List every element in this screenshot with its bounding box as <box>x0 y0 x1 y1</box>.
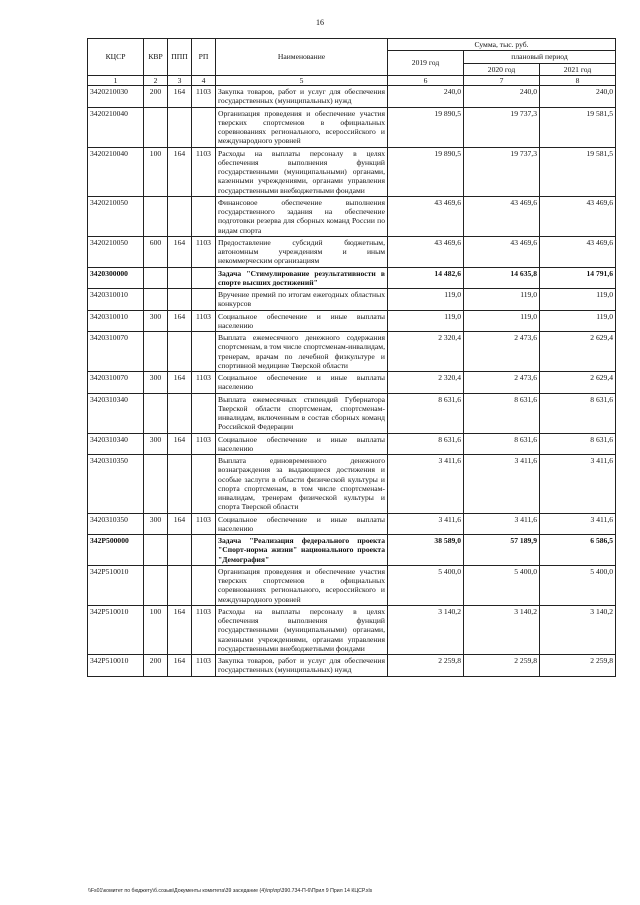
cell-kcsr: 3420210050 <box>88 236 144 267</box>
cell-name: Социальное обеспечение и иные выплаты населению <box>216 372 388 394</box>
cell-2020: 19 737,3 <box>464 147 540 196</box>
cell-2019: 14 482,6 <box>388 267 464 289</box>
cell-ppp <box>168 196 192 236</box>
table-row <box>88 433 616 455</box>
cell-ppp: 164 <box>168 433 192 455</box>
cell-2021: 3 411,6 <box>540 455 616 514</box>
table-row <box>88 310 616 332</box>
col-kcsr-header: КЦСР <box>88 39 144 76</box>
budget-table <box>87 38 616 677</box>
col-ppp-header: ППП <box>168 39 192 76</box>
cell-rp <box>192 107 216 147</box>
cell-2019: 19 890,5 <box>388 147 464 196</box>
table-row <box>88 455 616 514</box>
cell-kcsr: 3420210040 <box>88 107 144 147</box>
cell-2020: 3 140,2 <box>464 605 540 654</box>
col-rp-header: РП <box>192 39 216 76</box>
column-index: 4 <box>192 75 216 85</box>
cell-rp <box>192 267 216 289</box>
column-index: 7 <box>464 75 540 85</box>
column-index: 3 <box>168 75 192 85</box>
column-index: 8 <box>540 75 616 85</box>
cell-kcsr: 342P500000 <box>88 535 144 566</box>
table-row <box>88 289 616 311</box>
column-index: 1 <box>88 75 144 85</box>
cell-name: Организация проведения и обеспечение участия тверских спортсменов в официальных соревнованиях регионального, всероссийского и международного уровней <box>216 565 388 605</box>
cell-2019: 2 320,4 <box>388 332 464 372</box>
cell-ppp <box>168 535 192 566</box>
cell-name: Социальное обеспечение и иные выплаты населению <box>216 433 388 455</box>
table-row <box>88 372 616 394</box>
cell-2021: 119,0 <box>540 289 616 311</box>
cell-2019: 5 400,0 <box>388 565 464 605</box>
cell-rp: 1103 <box>192 86 216 108</box>
table-row <box>88 655 616 677</box>
cell-rp: 1103 <box>192 147 216 196</box>
table-row <box>88 196 616 236</box>
cell-2021: 240,0 <box>540 86 616 108</box>
cell-ppp <box>168 332 192 372</box>
cell-kvr <box>144 332 168 372</box>
cell-ppp: 164 <box>168 372 192 394</box>
cell-2020: 2 473,6 <box>464 372 540 394</box>
cell-2019: 8 631,6 <box>388 433 464 455</box>
cell-rp: 1103 <box>192 433 216 455</box>
cell-2019: 3 411,6 <box>388 455 464 514</box>
cell-rp: 1103 <box>192 236 216 267</box>
cell-rp <box>192 196 216 236</box>
cell-kcsr: 3420310010 <box>88 289 144 311</box>
cell-kcsr: 342P510010 <box>88 655 144 677</box>
column-index: 6 <box>388 75 464 85</box>
cell-2021: 2 629,4 <box>540 372 616 394</box>
cell-2021: 43 469,6 <box>540 236 616 267</box>
cell-rp <box>192 332 216 372</box>
cell-ppp: 164 <box>168 147 192 196</box>
cell-kcsr: 3420310070 <box>88 372 144 394</box>
cell-2021: 2 629,4 <box>540 332 616 372</box>
cell-2019: 43 469,6 <box>388 236 464 267</box>
cell-name: Организация проведения и обеспечение участия тверских спортсменов в официальных соревнованиях регионального, всероссийского и международного уровней <box>216 107 388 147</box>
cell-2021: 119,0 <box>540 310 616 332</box>
column-index: 5 <box>216 75 388 85</box>
cell-ppp <box>168 267 192 289</box>
cell-kcsr: 3420300000 <box>88 267 144 289</box>
cell-2020: 5 400,0 <box>464 565 540 605</box>
cell-2020: 8 631,6 <box>464 433 540 455</box>
cell-name: Выплата ежемесячных стипендий Губернатора Тверской области спортсменам, спортсменам-инвалидам, включенным в состав сборных команд Российской Федерации <box>216 393 388 433</box>
cell-2020: 8 631,6 <box>464 393 540 433</box>
col-2020-header: 2020 год <box>464 63 540 75</box>
cell-kcsr: 3420310340 <box>88 433 144 455</box>
cell-name: Расходы на выплаты персоналу в целях обеспечения выполнения функций государственными (муниципальными) органами, казенными учреждениями, органами управления государственными внебюджетными фондами <box>216 147 388 196</box>
cell-kcsr: 3420310340 <box>88 393 144 433</box>
cell-rp <box>192 393 216 433</box>
plan-period-header: плановый период <box>464 51 616 63</box>
cell-2021: 8 631,6 <box>540 393 616 433</box>
file-path-footer: \\Fs01\комитет по бюджету\б.созыв\Документы комитета\39 заседание (4)\пр\пр\390.734-П-6\Прил 9 Прил 14 КЦСР.xls <box>88 888 373 894</box>
cell-ppp <box>168 455 192 514</box>
cell-ppp <box>168 565 192 605</box>
cell-name: Финансовое обеспечение выполнения государственного задания на обеспечение подготовки резерва для сборных команд России по видам спорта <box>216 196 388 236</box>
cell-kvr: 300 <box>144 310 168 332</box>
cell-kvr <box>144 393 168 433</box>
cell-2020: 119,0 <box>464 310 540 332</box>
cell-kvr: 600 <box>144 236 168 267</box>
cell-2020: 43 469,6 <box>464 236 540 267</box>
cell-kvr: 300 <box>144 372 168 394</box>
cell-rp: 1103 <box>192 372 216 394</box>
cell-kvr: 200 <box>144 655 168 677</box>
cell-2021: 5 400,0 <box>540 565 616 605</box>
cell-kcsr: 3420310350 <box>88 455 144 514</box>
cell-ppp: 164 <box>168 310 192 332</box>
column-index-row <box>88 75 616 85</box>
cell-2020: 240,0 <box>464 86 540 108</box>
cell-kvr <box>144 196 168 236</box>
cell-rp: 1103 <box>192 655 216 677</box>
cell-2020: 2 473,6 <box>464 332 540 372</box>
cell-name: Социальное обеспечение и иные выплаты населению <box>216 513 388 535</box>
col-name-header: Наименование <box>216 39 388 76</box>
cell-name: Закупка товаров, работ и услуг для обеспечения государственных (муниципальных) нужд <box>216 86 388 108</box>
cell-2020: 119,0 <box>464 289 540 311</box>
cell-name: Задача "Стимулирование результативности в спорте высших достижений" <box>216 267 388 289</box>
cell-2021: 14 791,6 <box>540 267 616 289</box>
cell-name: Социальное обеспечение и иные выплаты населению <box>216 310 388 332</box>
cell-rp: 1103 <box>192 513 216 535</box>
sum-caption-header: Сумма, тыс. руб. <box>388 39 616 51</box>
table-row <box>88 513 616 535</box>
table-row <box>88 147 616 196</box>
cell-2021: 6 586,5 <box>540 535 616 566</box>
cell-2021: 8 631,6 <box>540 433 616 455</box>
cell-2020: 14 635,8 <box>464 267 540 289</box>
cell-kcsr: 3420210030 <box>88 86 144 108</box>
cell-name: Выплата ежемесячного денежного содержания спортсменам, в том числе спортсменам-инвалидам, тренерам, врачам по лечебной физкультуре и спортивной медицине Тверской области <box>216 332 388 372</box>
table-row <box>88 267 616 289</box>
cell-2019: 43 469,6 <box>388 196 464 236</box>
cell-2019: 119,0 <box>388 310 464 332</box>
page-number: 16 <box>316 18 324 27</box>
cell-ppp: 164 <box>168 655 192 677</box>
cell-2020: 3 411,6 <box>464 455 540 514</box>
cell-ppp: 164 <box>168 236 192 267</box>
cell-2020: 19 737,3 <box>464 107 540 147</box>
cell-kcsr: 342P510010 <box>88 565 144 605</box>
cell-kvr: 200 <box>144 86 168 108</box>
cell-2021: 43 469,6 <box>540 196 616 236</box>
table-row <box>88 332 616 372</box>
table-row <box>88 236 616 267</box>
cell-name: Вручение премий по итогам ежегодных областных конкурсов <box>216 289 388 311</box>
cell-rp <box>192 455 216 514</box>
cell-kcsr: 342P510010 <box>88 605 144 654</box>
cell-2019: 3 411,6 <box>388 513 464 535</box>
cell-rp: 1103 <box>192 310 216 332</box>
cell-2019: 240,0 <box>388 86 464 108</box>
col-2021-header: 2021 год <box>540 63 616 75</box>
cell-ppp <box>168 289 192 311</box>
cell-name: Расходы на выплаты персоналу в целях обеспечения выполнения функций государственными (муниципальными) органами, казенными учреждениями, органами управления государственными внебюджетными фондами <box>216 605 388 654</box>
cell-ppp <box>168 393 192 433</box>
cell-name: Предоставление субсидий бюджетным, автономным учреждениям и иным некоммерческим организациям <box>216 236 388 267</box>
cell-kcsr: 3420310010 <box>88 310 144 332</box>
cell-kvr: 300 <box>144 513 168 535</box>
table-body <box>88 86 616 677</box>
cell-kvr <box>144 289 168 311</box>
cell-2020: 43 469,6 <box>464 196 540 236</box>
col-kvr-header: КВР <box>144 39 168 76</box>
table-row <box>88 86 616 108</box>
cell-name: Закупка товаров, работ и услуг для обеспечения государственных (муниципальных) нужд <box>216 655 388 677</box>
cell-2019: 119,0 <box>388 289 464 311</box>
cell-rp <box>192 289 216 311</box>
cell-name: Выплата единовременного денежного вознаграждения за выдающиеся достижения и особые заслуги в области физической культуры и спорта спортсменам, в том числе спортсменам-инвалидам, тренерам физической культуры и спорта Тверской области <box>216 455 388 514</box>
cell-ppp: 164 <box>168 86 192 108</box>
cell-2020: 57 189,9 <box>464 535 540 566</box>
cell-rp: 1103 <box>192 605 216 654</box>
table-row <box>88 107 616 147</box>
cell-kcsr: 3420310070 <box>88 332 144 372</box>
table-row <box>88 535 616 566</box>
cell-kvr <box>144 267 168 289</box>
cell-2021: 19 581,5 <box>540 107 616 147</box>
cell-2020: 2 259,8 <box>464 655 540 677</box>
cell-kcsr: 3420210040 <box>88 147 144 196</box>
cell-2019: 19 890,5 <box>388 107 464 147</box>
cell-kvr <box>144 535 168 566</box>
cell-kvr: 300 <box>144 433 168 455</box>
cell-2019: 8 631,6 <box>388 393 464 433</box>
cell-2019: 2 259,8 <box>388 655 464 677</box>
column-index: 2 <box>144 75 168 85</box>
cell-rp <box>192 535 216 566</box>
cell-name: Задача "Реализация федерального проекта "Спорт-норма жизни" национального проекта "Демография" <box>216 535 388 566</box>
cell-2019: 38 589,0 <box>388 535 464 566</box>
cell-ppp <box>168 107 192 147</box>
cell-kvr <box>144 455 168 514</box>
cell-kvr: 100 <box>144 605 168 654</box>
table-row <box>88 565 616 605</box>
header-row <box>88 39 616 51</box>
cell-kvr <box>144 565 168 605</box>
cell-2021: 19 581,5 <box>540 147 616 196</box>
cell-2019: 2 320,4 <box>388 372 464 394</box>
cell-kcsr: 3420210050 <box>88 196 144 236</box>
cell-kcsr: 3420310350 <box>88 513 144 535</box>
cell-ppp: 164 <box>168 513 192 535</box>
cell-rp <box>192 565 216 605</box>
table-row <box>88 605 616 654</box>
cell-2021: 3 411,6 <box>540 513 616 535</box>
col-2019-header: 2019 год <box>388 51 464 76</box>
cell-2021: 3 140,2 <box>540 605 616 654</box>
table-row <box>88 393 616 433</box>
cell-2019: 3 140,2 <box>388 605 464 654</box>
cell-2021: 2 259,8 <box>540 655 616 677</box>
cell-kvr: 100 <box>144 147 168 196</box>
cell-kvr <box>144 107 168 147</box>
cell-2020: 3 411,6 <box>464 513 540 535</box>
cell-ppp: 164 <box>168 605 192 654</box>
